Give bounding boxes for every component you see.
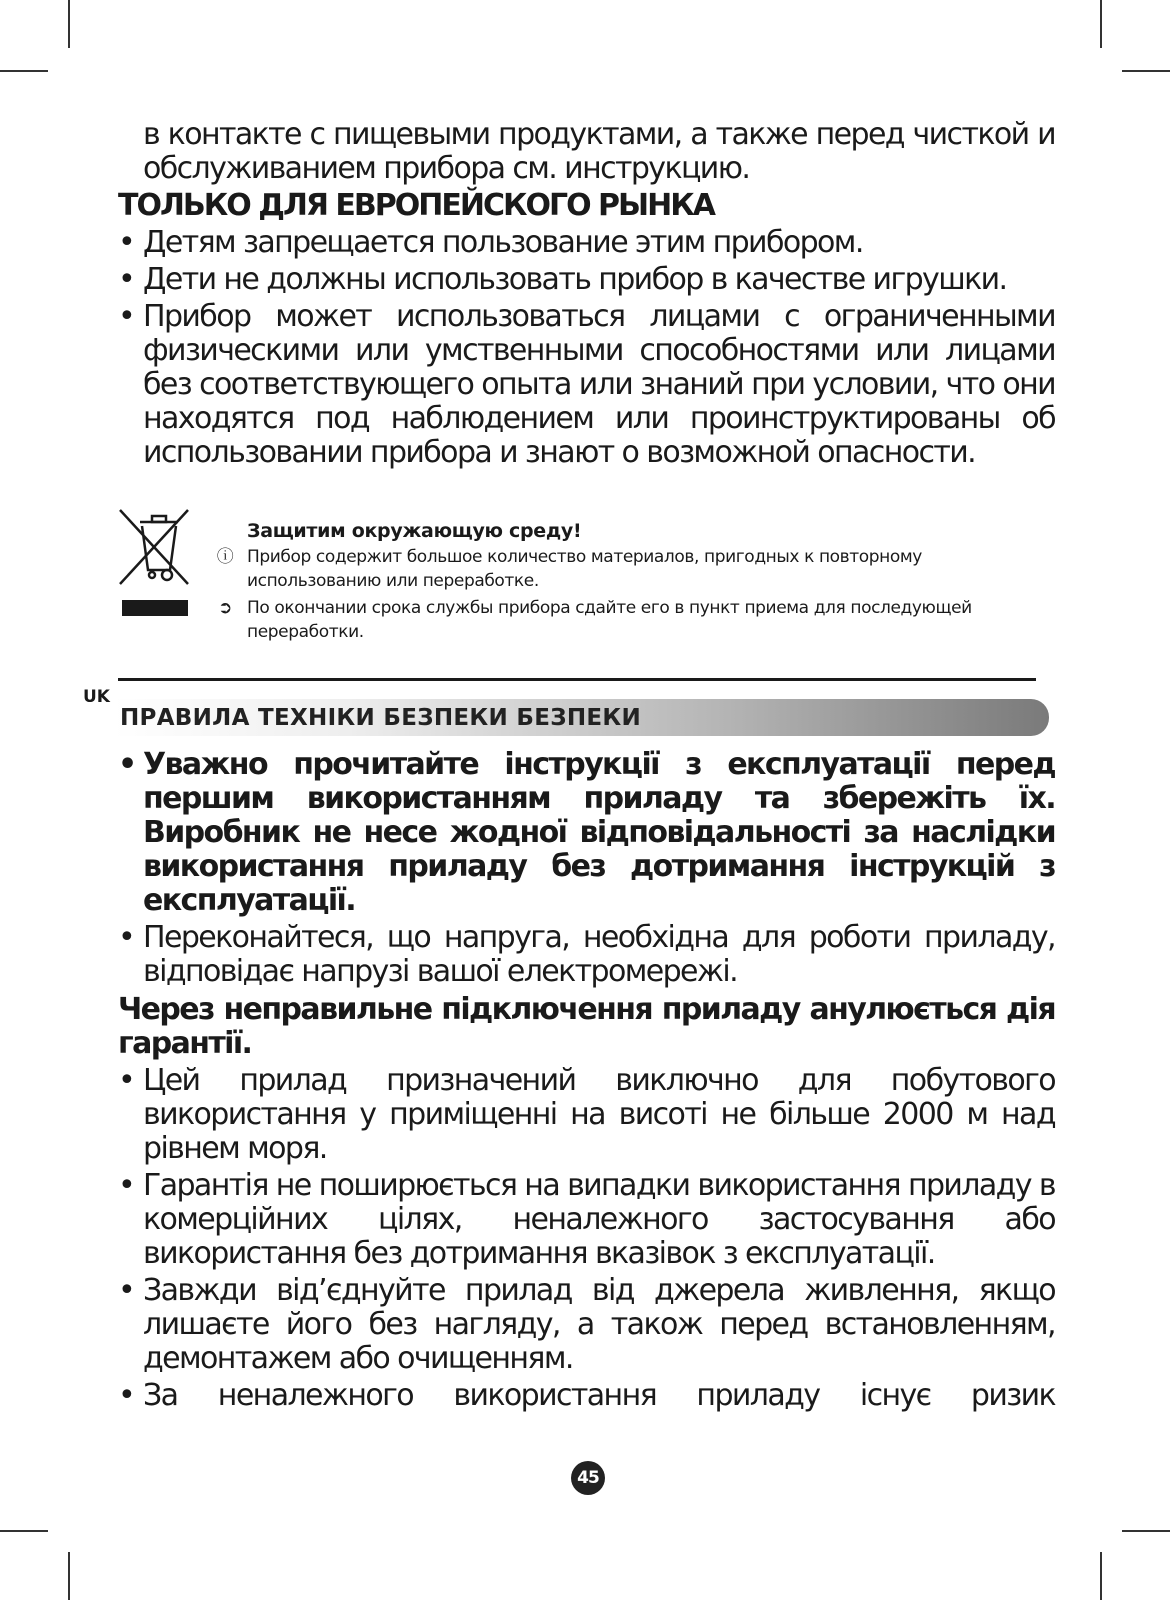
bullet-icon: •: [118, 747, 136, 782]
language-tag: UK: [83, 687, 110, 707]
list-item: [118, 748, 1055, 918]
list-item: [118, 263, 1055, 297]
ru-bullet-text: Дети не должны использовать прибор в качестве игрушки.: [143, 262, 1007, 297]
section-header-bar: [114, 699, 1049, 736]
bullet-icon: •: [118, 1273, 135, 1308]
uk-bullet-text: Завжди від’єднуйте прилад від джерела живлення, якщо лишаєте його без нагляду, а також перед встановленням, демонтажем або очищенням.: [143, 1273, 1055, 1376]
section-title: ПРАВИЛА ТЕХНІКИ БЕЗПЕКИ БЕЗПЕКИ: [120, 705, 642, 731]
eco-item: [215, 545, 1015, 593]
bullet-icon: •: [118, 1063, 135, 1098]
bullet-icon: •: [118, 262, 135, 297]
warranty-warning: Через неправильне підключення приладу анулюється дія гарантії.: [118, 992, 1055, 1061]
list-item: [118, 1064, 1055, 1166]
ru-section: [118, 118, 1055, 470]
uk-bullet-text: Цей прилад призначений виключно для побутового використання у приміщенні на висоті не більше 2000 м над рівнем моря.: [143, 1063, 1055, 1166]
eco-item-text: По окончании срока службы прибора сдайте его в пункт приема для последующей переработки.: [247, 598, 972, 642]
crop-mark: [1100, 1552, 1102, 1600]
divider: [118, 678, 1036, 681]
arrow-icon: ➲: [218, 598, 232, 618]
eco-item-text: Прибор содержит большое количество материалов, пригодных к повторному использованию или переработке.: [247, 547, 922, 591]
bullet-icon: •: [118, 1378, 135, 1413]
uk-bullet-text: Уважно прочитайте інструкції з експлуатації перед першим використанням приладу та збережіть їх. Виробник не несе жодної відповідальності за наслідки використання приладу без дотримання інструкцій з експлуатації.: [143, 747, 1055, 918]
crop-mark: [1122, 1530, 1170, 1532]
list-item: [118, 1274, 1055, 1376]
list-item: [118, 1379, 1055, 1413]
info-icon: ⓘ: [216, 547, 234, 567]
bullet-icon: •: [118, 920, 135, 955]
crossed-bin-icon: [112, 508, 198, 620]
crop-mark: [68, 0, 70, 48]
ru-bullet-text: Детям запрещается пользование этим прибором.: [143, 225, 863, 260]
uk-bullet-text: Гарантія не поширюється на випадки використання приладу в комерційних цілях, неналежного застосування або використання без дотримання вказівок з експлуатації.: [143, 1168, 1055, 1271]
page-number: 45: [571, 1461, 605, 1495]
eco-item: [215, 596, 1015, 644]
ru-intro: в контакте с пищевыми продуктами, а также перед чисткой и обслуживанием прибора см. инструкцию.: [143, 117, 1055, 186]
uk-section: [118, 748, 1055, 1413]
bullet-icon: •: [118, 1168, 135, 1203]
list-item: [118, 921, 1055, 989]
crop-mark: [0, 1530, 48, 1532]
list-item: [118, 300, 1055, 470]
eco-title: Защитим окружающую среду!: [247, 520, 582, 542]
crop-mark: [1100, 0, 1102, 48]
crop-mark: [0, 70, 48, 72]
bullet-icon: •: [118, 225, 135, 260]
uk-bullet-text: Переконайтеся, що напруга, необхідна для роботи приладу, відповідає напрузі вашої електромережі.: [143, 920, 1055, 989]
crop-mark: [68, 1552, 70, 1600]
ru-bullet-text: Прибор может использоваться лицами с ограниченными физическими или умственными способностями или лицами без соответствующего опыта или знаний при условии, что они находятся под наблюдением или проинструктированы об использовании прибора и знают о возможной опасности.: [143, 299, 1055, 470]
ru-heading: ТОЛЬКО ДЛЯ ЕВРОПЕЙСКОГО РЫНКА: [118, 188, 714, 223]
crop-mark: [1122, 70, 1170, 72]
bullet-icon: •: [118, 299, 135, 334]
list-item: [118, 226, 1055, 260]
list-item: [118, 1169, 1055, 1271]
uk-bullet-text: За неналежного використання приладу існує ризик: [143, 1378, 1055, 1413]
